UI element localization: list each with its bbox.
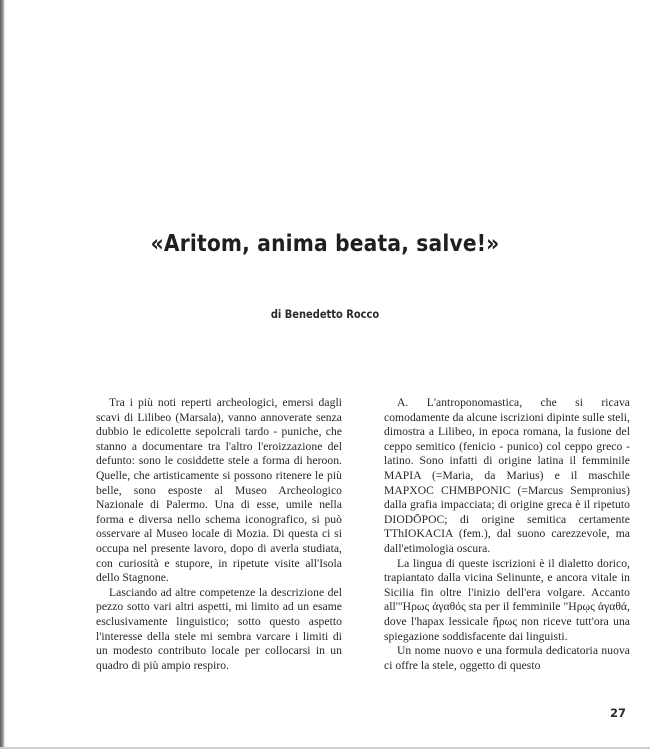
right-paragraph-3: Un nome nuovo e una formula dedicatoria nuova ci offre la stele, oggetto di questo <box>384 644 630 672</box>
right-paragraph-2: La lingua di queste iscrizioni è il dialetto dorico, trapiantato dalla vicina Selinunte, e ancora vitale in Sicilia fin oltre l'inizio dell'era volgare. Accanto all'"Ηρως ἀγαθός sta per il femminile "Ηρῳς ἀγαθά, dove l'hapax lessicale ἥρως non riceve tutt'ora una spiegazione soddisfacente dai linguisti. <box>384 556 630 643</box>
book-spine-edge <box>0 0 5 749</box>
right-column <box>384 396 630 673</box>
left-column <box>96 396 342 673</box>
article-author: di Benedetto Rocco <box>270 307 380 321</box>
page-number: 27 <box>609 706 626 720</box>
left-paragraph-1: Tra i più noti reperti archeologici, emersi dagli scavi di Lilibeo (Marsala), vanno annoverate senza dubbio le edicolette sepolcrali tardo - puniche, che stanno a documentare tra l'altro l'eroizzazione del defunto: sono le cosiddette stele a forma di heroon. Quelle, che artisticamente si possono ritenere le più belle, sono esposte al Museo Archeologico Nazionale di Palermo. Una di esse, umile nella forma e diversa nello schema iconografico, si può osservare al Museo locale di Mozia. Di questa ci si occupa nel presente lavoro, dopo di averla studiata, con curiosità e stupore, in ripetute visite all'Isola dello Stagnone. <box>96 396 342 585</box>
right-paragraph-1: A. L'antroponomastica, che si ricava comodamente da alcune iscrizioni dipinte sulle steli, dimostra a Lilibeo, in epoca romana, la fusione del ceppo semitico (fenicio - punico) col ceppo greco - latino. Sono infatti di origine latina il femminile MAPIA (=Maria, da Marius) e il maschile MAPXOC CHMBPONIC (=Marcus Sempronius) dalla grafia impacciata; di origine greca è il ripetuto DIODŌPOC; di origine semitica certamente TThIOKACIA (fem.), dal suono carezzevole, ma dall'etimologia oscura. <box>384 396 630 555</box>
article-title: «Aritom, anima beata, salve!» <box>150 231 500 257</box>
left-paragraph-2: Lasciando ad altre competenze la descrizione del pezzo sotto vari altri aspetti, mi limito ad un esame esclusivamente linguistico; sotto questo aspetto l'interesse della stele mi sembra varcare i limiti di un modesto contributo locale per collocarsi in un quadro di più ampio respiro. <box>96 585 342 672</box>
